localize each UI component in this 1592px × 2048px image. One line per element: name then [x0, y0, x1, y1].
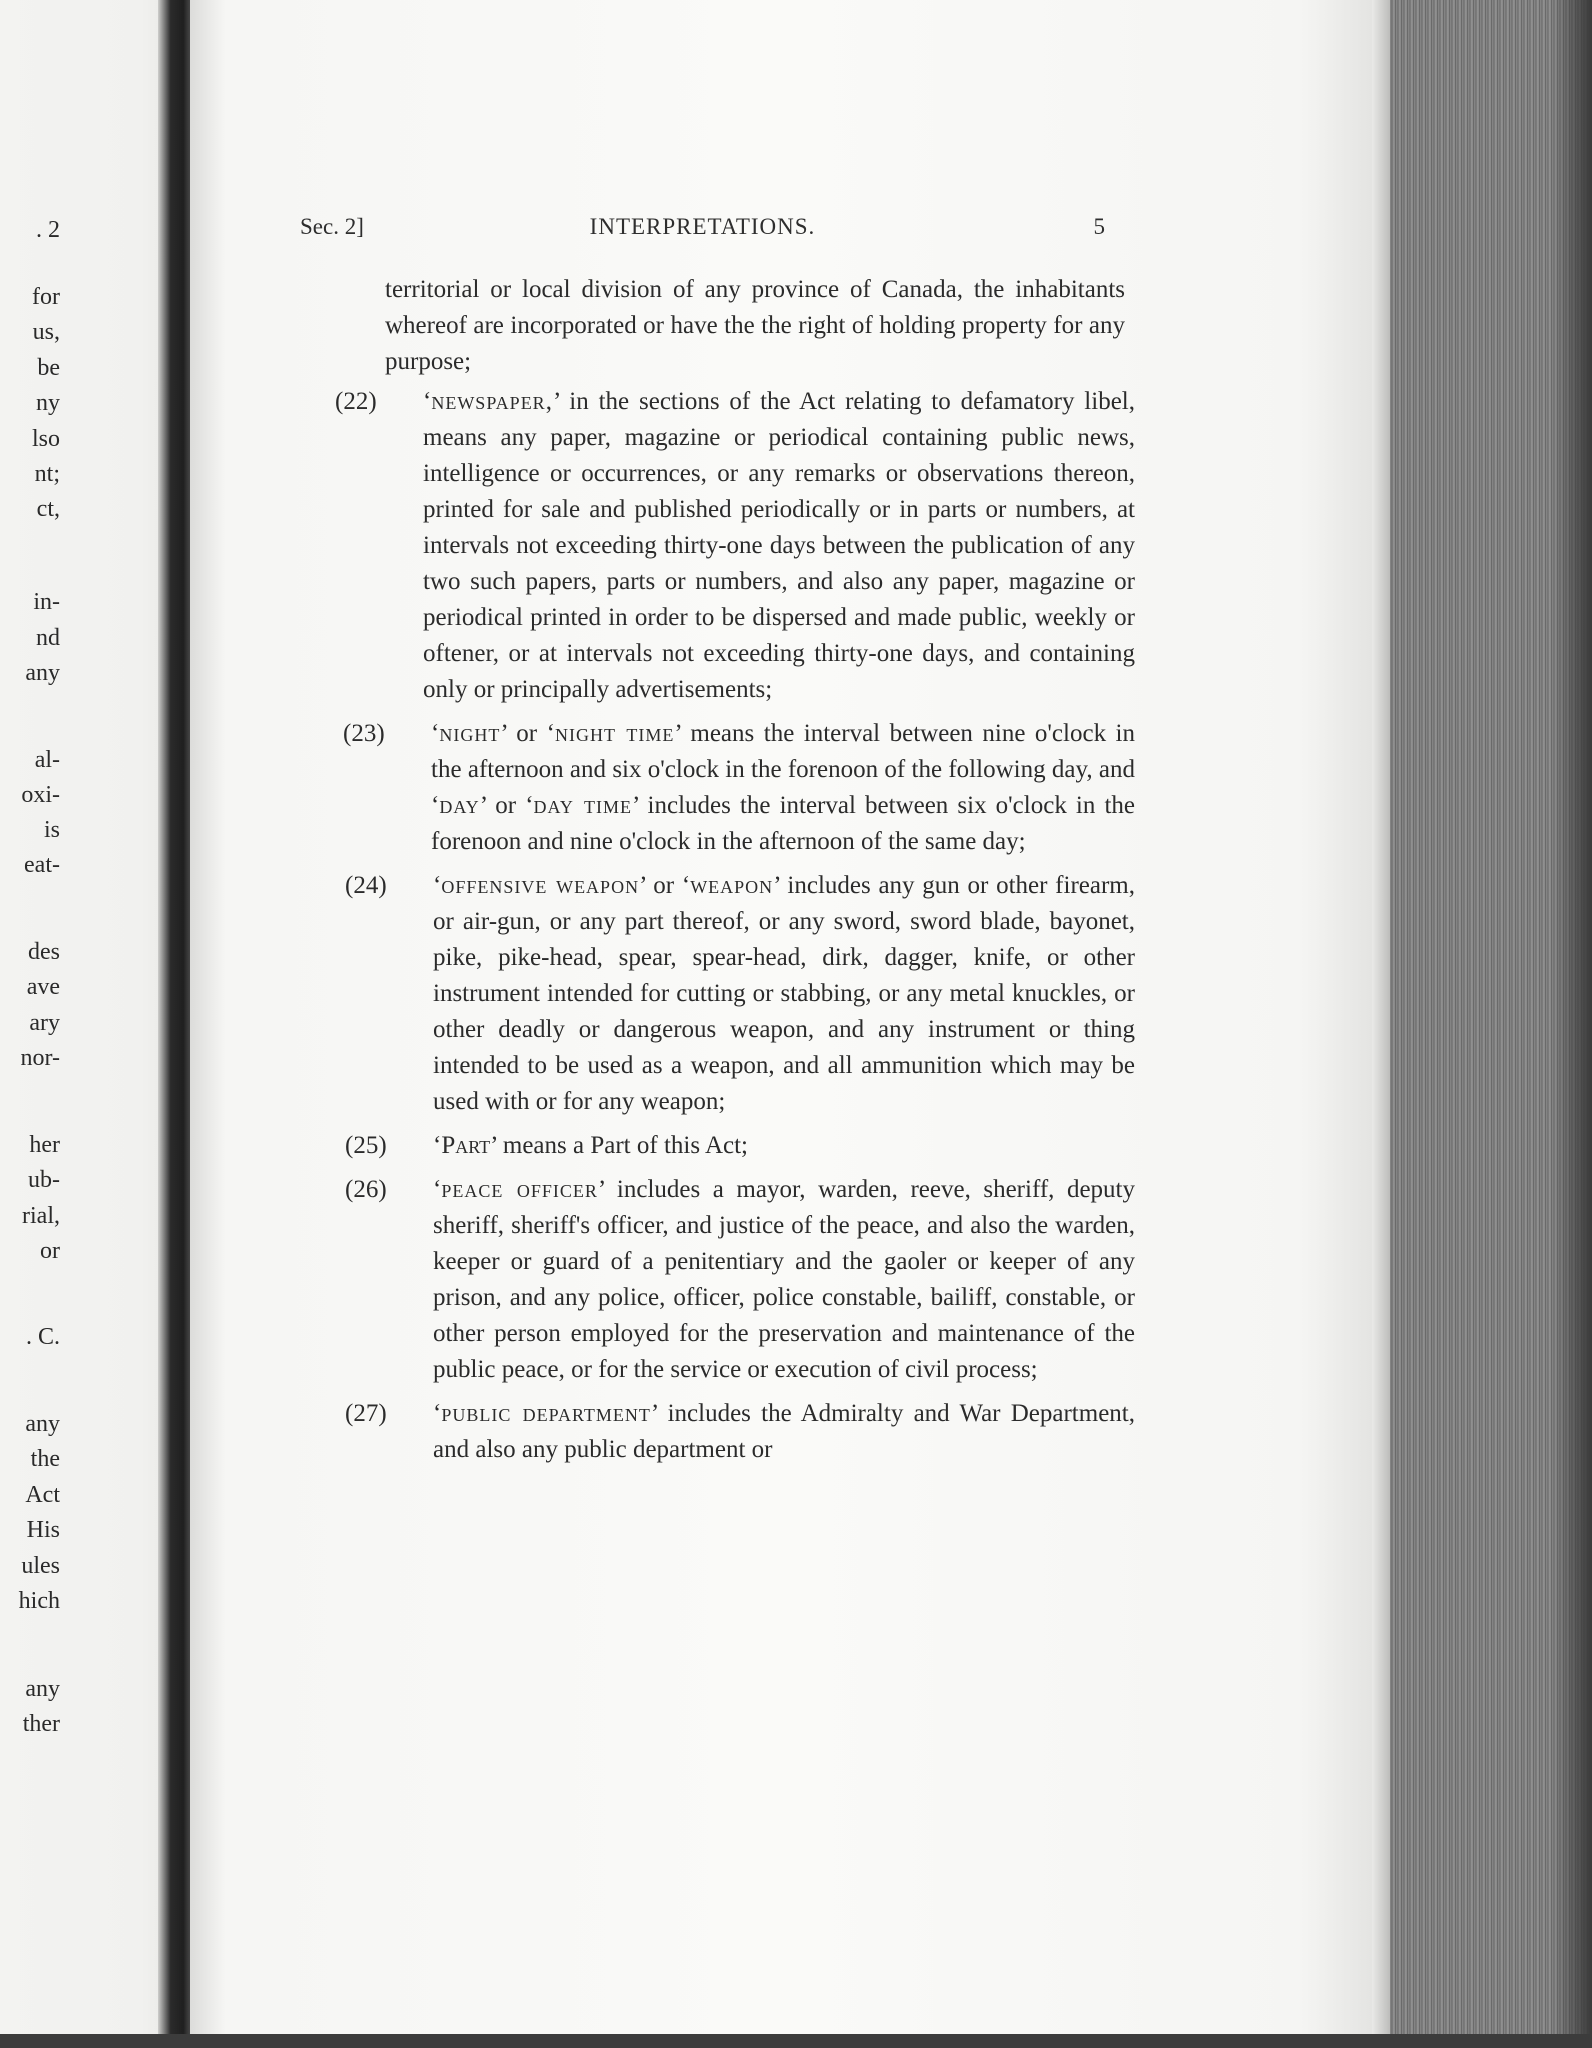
- left-page-text-fragment: ny: [36, 390, 60, 416]
- left-page-text-fragment: ary: [29, 1010, 60, 1036]
- defined-term: day: [439, 792, 480, 819]
- bottom-shadow: [0, 2034, 1592, 2048]
- left-page-text-fragment: her: [29, 1132, 60, 1158]
- close-quote: ’: [500, 720, 507, 747]
- definition-27: [347, 1396, 1135, 1468]
- page-number: 5: [1093, 214, 1105, 239]
- close-quote: ’: [490, 1132, 497, 1159]
- definition-text: includes the Admiralty and War Department, and also any public department or: [433, 1400, 1135, 1463]
- defined-term: night time: [554, 720, 675, 747]
- left-page-text-fragment: His: [26, 1517, 60, 1543]
- running-header: [300, 214, 1105, 244]
- defined-term: Part: [441, 1132, 491, 1159]
- definition-number: (25): [345, 1132, 387, 1159]
- definition-number: (23): [343, 720, 385, 747]
- open-quote: ‘: [546, 720, 555, 747]
- defined-term: peace officer: [441, 1176, 598, 1203]
- close-quote: ’: [597, 1176, 605, 1203]
- definition-text: includes a mayor, warden, reeve, sheriff, deputy sheriff, sheriff's officer, and justice of the peace, and also the warden, keeper or guard of a penitentiary and the gaoler or keeper of any prison, and any police, officer, police constable, bailiff, constable, or other person employed for the preservation and maintenance of the public peace, or for the service or execution of civil process;: [433, 1176, 1135, 1383]
- open-quote: ‘: [525, 792, 534, 819]
- left-page-text-fragment: for: [32, 284, 60, 310]
- close-quote: ’: [773, 872, 780, 899]
- left-page-text-fragment: ther: [22, 1711, 60, 1737]
- left-page-text-fragment: any: [25, 660, 60, 686]
- close-quote: ’: [650, 1400, 658, 1427]
- left-page-text-fragment: oxi-: [21, 782, 60, 808]
- left-page-text-fragment: is: [43, 817, 60, 843]
- left-page-text-fragment: any: [25, 1676, 60, 1702]
- definition-text: means a Part of this Act;: [496, 1132, 748, 1159]
- definition-23: [345, 716, 1135, 860]
- open-quote: ‘: [423, 388, 432, 415]
- section-reference: Sec. 2]: [300, 214, 364, 239]
- left-page-text-fragment: nt;: [34, 461, 60, 487]
- definition-24: [347, 868, 1135, 1120]
- left-page-text-fragment: lso: [31, 426, 60, 452]
- close-quote: ’: [639, 872, 646, 899]
- open-quote: ‘: [431, 792, 440, 819]
- defined-term: day time: [533, 792, 632, 819]
- defined-term: newspaper,: [431, 388, 553, 415]
- definition-number: (24): [345, 872, 387, 899]
- book-gutter: [158, 0, 194, 2048]
- open-quote: ‘: [433, 1176, 442, 1203]
- left-page-text-fragment: al-: [34, 747, 60, 773]
- left-page-text-fragment: ules: [21, 1553, 60, 1579]
- definition-text: includes the interval between six o'clock in the forenoon and nine o'clock in the afternoon of the same day;: [431, 792, 1135, 855]
- left-page-text-fragment: ct,: [36, 496, 60, 522]
- left-page-text-fragment: nor-: [20, 1045, 60, 1071]
- page-body: [335, 272, 1136, 1476]
- left-page-text-fragment: hich: [18, 1588, 60, 1614]
- definition-22: [337, 384, 1135, 708]
- connector-text: or: [486, 792, 526, 819]
- left-page-text-fragment: the: [30, 1446, 60, 1472]
- left-page-text-fragment: des: [28, 939, 60, 965]
- left-page-text-fragment: any: [25, 1411, 60, 1437]
- left-page-text-fragment: . C.: [25, 1324, 60, 1350]
- close-quote: ’: [631, 792, 639, 819]
- definition-text: in the sections of the Act relating to defamatory libel, means any paper, magazine or periodical containing public news, intelligence or occurrences, or any remarks or observations thereon, printed for sale and published periodically or in parts or numbers, at intervals not exceeding thirty-one days between the publication of any two such papers, parts or numbers, and also any paper, magazine or periodical printed in order to be dispersed and made public, weekly or oftener, or at intervals not exceeding thirty-one days, and containing only or principally advertisements;: [423, 388, 1135, 703]
- left-page-text-fragment: in-: [33, 589, 60, 615]
- left-page-text-fragment: be: [37, 355, 60, 381]
- defined-term: public department: [441, 1400, 651, 1427]
- definition-number: (27): [345, 1400, 387, 1427]
- open-quote: ‘: [433, 1400, 442, 1427]
- defined-term: weapon: [690, 872, 774, 899]
- left-page-text-fragment: us,: [32, 319, 60, 345]
- definition-number: (22): [335, 388, 377, 415]
- connector-text: or: [506, 720, 547, 747]
- defined-term: offensive weapon: [441, 872, 640, 899]
- open-quote: ‘: [433, 872, 442, 899]
- left-page-text-fragment: eat-: [24, 852, 60, 878]
- left-page-text-fragment: rial,: [22, 1203, 60, 1229]
- definition-25: [347, 1128, 1135, 1164]
- left-page: [0, 0, 178, 2048]
- left-page-text-fragment: ave: [26, 974, 60, 1000]
- close-quote: ’: [552, 388, 560, 415]
- close-quote: ’: [479, 792, 487, 819]
- connector-text: or: [645, 872, 682, 899]
- close-quote: ’: [674, 720, 681, 747]
- definition-text: means the interval between nine o'clock in the afternoon and six o'clock in the forenoon of the following day, and: [431, 720, 1136, 783]
- definition-26: [347, 1172, 1135, 1388]
- left-page-text-fragment: Act: [25, 1482, 60, 1508]
- left-page-text-fragment: . 2: [36, 217, 60, 243]
- open-quote: ‘: [433, 1132, 442, 1159]
- definition-number: (26): [345, 1176, 387, 1203]
- definition-text: includes any gun or other firearm, or air-gun, or any part thereof, or any sword, sword blade, bayonet, pike, pike-head, spear, spear-head, dirk, dagger, knife, or other instrument intended for cutting or stabbing, or any metal knuckles, or other deadly or dangerous weapon, and any instrument or thing intended to be used as a weapon, and all ammunition which may be used with or for any weapon;: [433, 872, 1135, 1115]
- left-page-text-fragment: nd: [36, 625, 60, 651]
- left-page-text-fragment: or: [40, 1238, 60, 1264]
- left-page-text-fragment: ub-: [28, 1167, 60, 1193]
- running-title: INTERPRETATIONS.: [589, 214, 816, 239]
- page-fore-edge: [1372, 0, 1592, 2048]
- continued-paragraph: territorial or local division of any province of Canada, the inhabitants whereof are incorporated or have the the right of holding property for any purpose;: [385, 276, 1125, 375]
- defined-term: night: [439, 720, 501, 747]
- open-quote: ‘: [681, 872, 691, 899]
- open-quote: ‘: [431, 720, 440, 747]
